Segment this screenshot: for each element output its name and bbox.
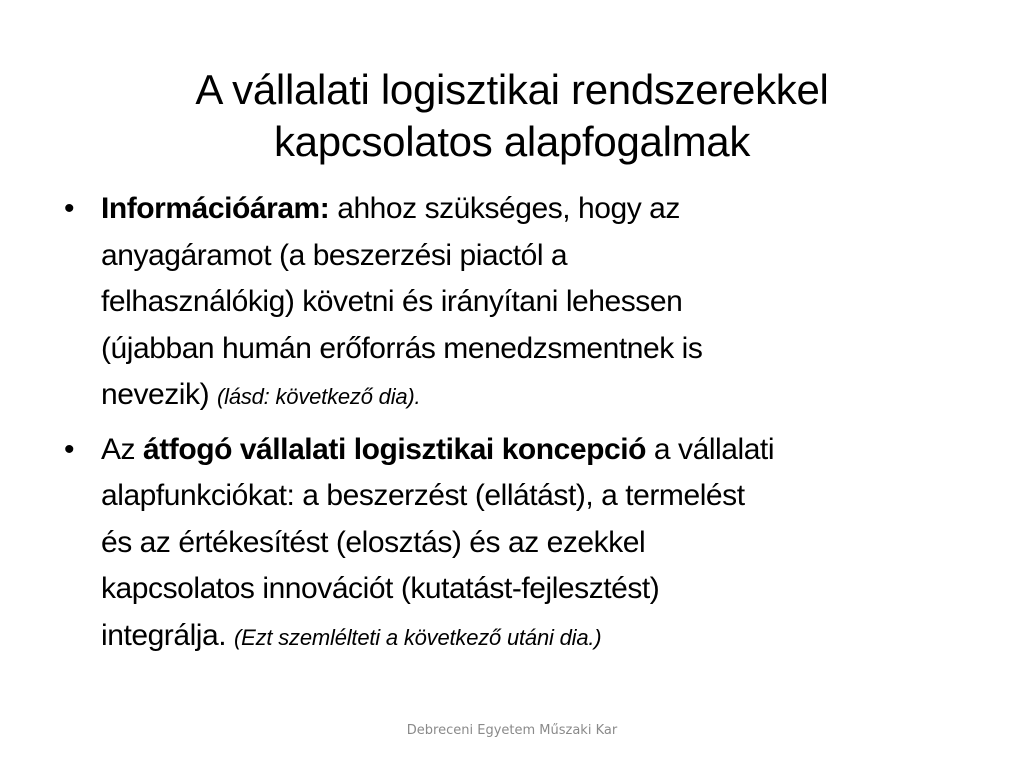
bullet-1-line-5-text: nevezik): [101, 378, 217, 411]
bullet-2-line-1: [101, 427, 980, 474]
slide-footer: Debreceni Egyetem Műszaki Kar: [406, 723, 618, 738]
bullet-item-logistics-concept: [60, 427, 980, 662]
bullet-dot-icon: •: [64, 192, 75, 225]
bullet-1-term: Információáram:: [101, 192, 330, 225]
bullet-1-line-1-text: ahhoz szükséges, hogy az: [329, 192, 680, 225]
bullet-2-line-3: és az értékesítést (elosztás) és az ezekkel: [101, 525, 646, 559]
bullet-2-note: (Ezt szemlélteti a következő utáni dia.): [234, 624, 602, 650]
bullet-1-line-3: felhasználókig) követni és irányítani lehessen: [101, 285, 683, 318]
bullet-1-line-4: (újabban humán erőforrás menedzsmentnek is: [101, 331, 703, 365]
bullet-2-line-4: kapcsolatos innovációt (kutatást-fejlesztést): [101, 572, 660, 605]
bullet-list: [60, 186, 980, 667]
bullet-1-line-2: anyagáramot (a beszerzési piactól a: [101, 238, 568, 272]
bullet-2-line-5-text: integrálja.: [101, 618, 235, 652]
bullet-item-information-flow: [60, 186, 980, 421]
bullet-dot-icon: •: [64, 432, 75, 466]
slide-title-line-2: kapcsolatos alapfogalmak: [273, 118, 751, 166]
bullet-1-line-5: [101, 372, 980, 421]
bullet-2-line-2: alapfunkciókat: a beszerzést (ellátást), a termelést: [101, 479, 745, 512]
bullet-1-line-1: [101, 186, 980, 233]
bullet-2-line-5: [101, 613, 980, 662]
bullet-2-line-1-text: a vállalati: [646, 432, 775, 466]
bullet-2-term: átfogó vállalati logisztikai koncepció: [143, 432, 647, 466]
bullet-2-prefix: Az: [101, 432, 143, 466]
bullet-1-note: (lásd: következő dia).: [217, 384, 421, 409]
slide-title-line-1: A vállalati logisztikai rendszerekkel: [195, 66, 829, 114]
slide-title: [60, 64, 964, 168]
